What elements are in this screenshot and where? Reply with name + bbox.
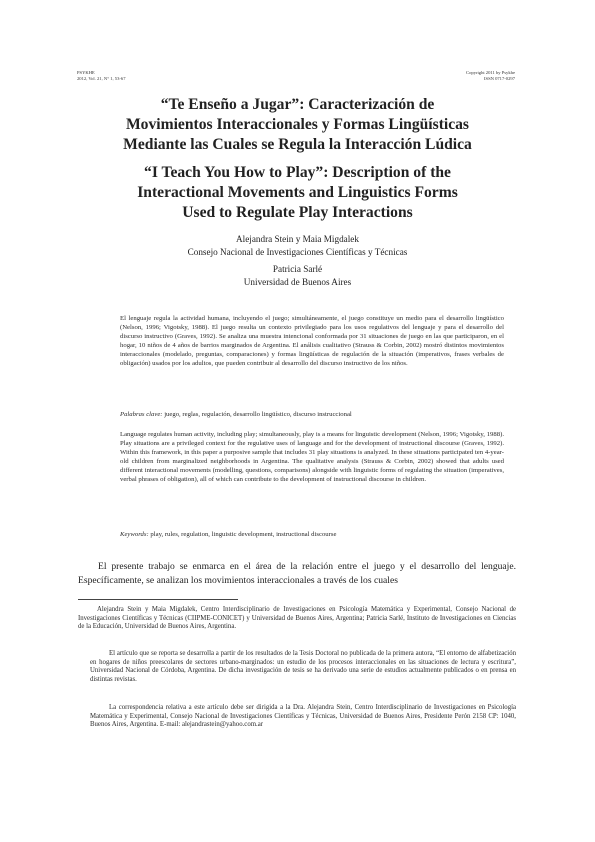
author-block-1 [0,233,595,258]
author-names-1: Alejandra Stein y Maia Migdalek [236,234,359,244]
keywords-english [120,530,504,539]
abstract-spanish: El lenguaje regula la actividad humana, incluyendo el juego; simultáneamente, el juego constituye un medio para el desarrollo lingüístico (Nelson, 1996; Vigotsky, 1988). El juego resulta un contexto privilegiado para los usos regulativos del lenguaje y para el desarrollo del discurso instructivo (Graves, 1992). Se analiza una muestra intencional conformada por 31 situaciones de juego en las que participaron, en el hogar, 10 niños de 4 años de barrios marginados de Argentina. El análisis cualitativo (Strauss & Corbin, 2002) mostró distintos movimientos interaccionales (modelado, preguntas, comparaciones) y formas lingüísticas de regulación de la situación (imperativos, frases verbales de obligación) usados por los adultos, que pueden contribuir al desarrollo del discurso instructivo de los niños. [120,315,504,368]
footnote-thesis: El artículo que se reporta se desarrolla a partir de los resultados de la Tesis Doctoral no publicada de la primera autora, “El entorno de alfabetización en hogares de niños preescolares de sectores urbano-marginados: un estudio de los procesos interaccionales en las situaciones de lectura y escritura”, Universidad Nacional de Córdoba, Argentina. De dicha investigación de tesis se ha derivado una serie de estudios actualmente publicados o en prensa en distintas revistas. [90,650,516,684]
journal-volume: 2012, Vol. 21, N° 1, 53-67 [77,76,126,81]
author-names-2: Patricia Sarlé [272,264,323,274]
body-paragraph: El presente trabajo se enmarca en el área de la relación entre el juego y el desarrollo del lenguaje. Específicamente, se analizan los movimientos interaccionales a través de los cuales [78,561,516,586]
keywords-list-english: play, rules, regulation, linguistic development, instructional discourse [148,531,337,538]
keywords-list-spanish: juego, reglas, regulación, desarrollo lingüístico, discurso instruccional [162,411,352,418]
author-affiliation-1: Consejo Nacional de Investigaciones Científicas y Técnicas [187,246,408,257]
copyright-notice: Copyright 2011 by Psykhe [466,70,515,75]
author-block-2 [0,263,595,288]
author-affiliation-2: Universidad de Buenos Aires [243,276,352,287]
running-header-left [77,70,126,82]
footnote-affiliations: Alejandra Stein y Maia Migdalek, Centro Interdisciplinario de Investigaciones en Psicología Matemática y Experimental, Consejo Nacional de Investigaciones Científicas y Técnicas (CIIPME-CONICET) y Universidad de Buenos Aires, Argentina; Patricia Sarlé, Instituto de Investigaciones en Ciencias de la Educación, Universidad de Buenos Aires, Argentina. [78,606,516,631]
running-header-right [466,70,515,82]
footnote-divider [78,599,238,600]
issn: ISSN 0717-0297 [483,76,515,81]
title-english: “I Teach You How to Play”: Description of the Interactional Movements and Linguistics Forms Used to Regulate Play Interactions [137,164,458,221]
keywords-spanish [120,410,504,419]
keywords-label-english: Keywords: [120,531,149,538]
abstract-english: Language regulates human activity, including play; simultaneously, play is a means for linguistic development (Nelson, 1996; Vigotsky, 1988). Play situations are a privileged context for the regulative uses of language and for the development of instructional discourse (Graves, 1992). Within this framework, in this paper a purposive sample that includes 31 play situations is analyzed. In these situations participated ten 4-year-old children from marginalized neighborhoods in Argentina. The qualitative analysis (Strauss & Corbin, 2002) showed that adults used different interactional movements (modelling, questions, comparisons) alongside with linguistic forms of regulating the situation (imperatives, verbal phrases of obligation), all of which can contribute to the development of instructional discourse in children. [120,431,504,484]
footnote-correspondence: La correspondencia relativa a este artículo debe ser dirigida a la Dra. Alejandra Stein, Centro Interdisciplinario de Investigaciones en Psicología Matemática y Experimental, Consejo Nacional de Investigaciones Científicas y Técnicas, Universidad de Buenos Aires, Presidente Perón 2158 CP: 1040, Buenos Aires, Argentina. E-mail: alejandrastein@yahoo.com.ar [90,704,516,729]
title-spanish: “Te Enseño a Jugar”: Caracterización de Movimientos Interaccionales y Formas Lingüísticas Mediante las Cuales se Regula la Interacción Lúdica [123,96,472,153]
keywords-label-spanish: Palabras clave: [120,411,163,418]
journal-name: PSYKHE [77,70,95,75]
